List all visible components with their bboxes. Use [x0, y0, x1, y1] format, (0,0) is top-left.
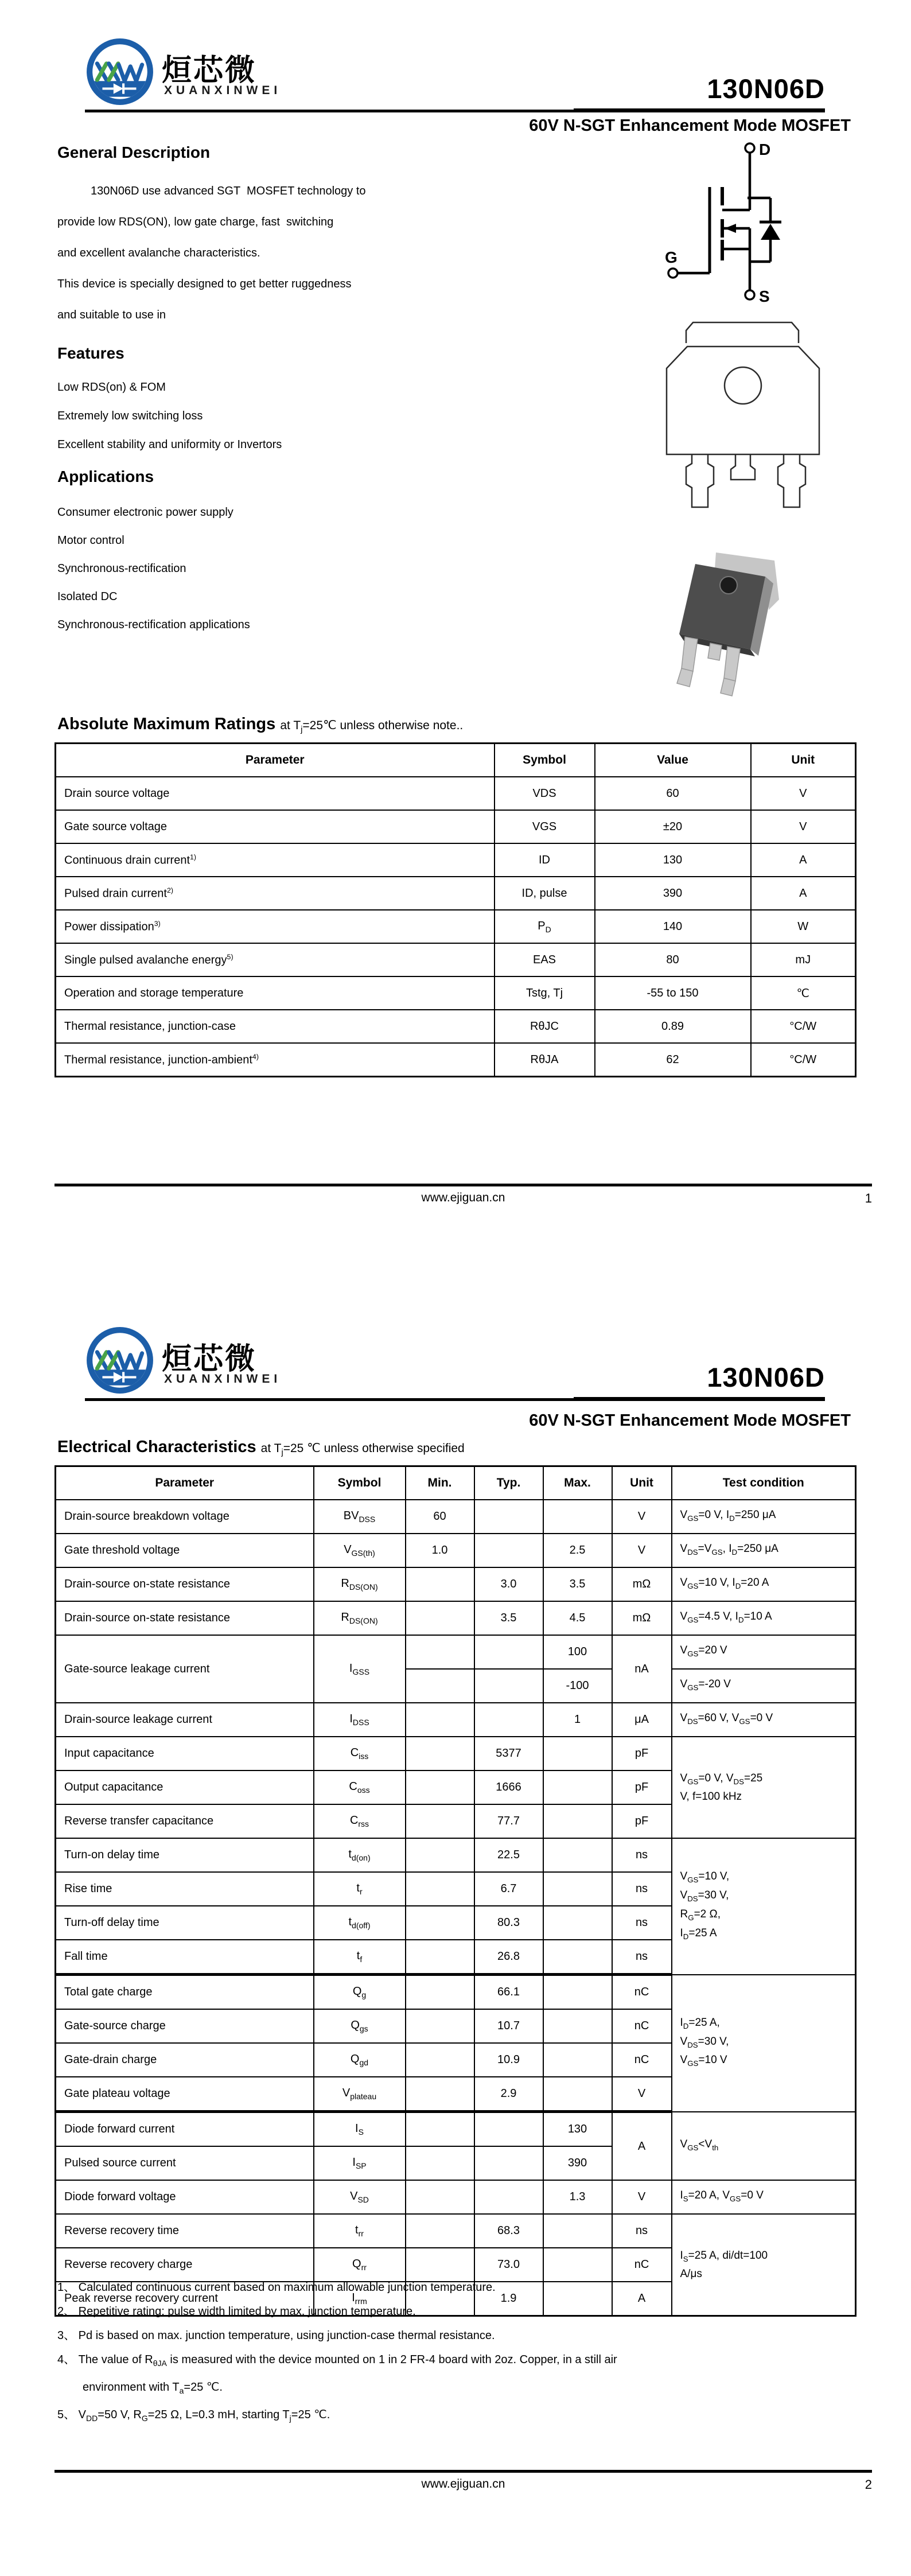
ec-cell-parameter: Reverse recovery charge: [56, 2248, 314, 2282]
general-description-section: [57, 143, 459, 330]
ec-cell-max: 390: [543, 2146, 612, 2180]
ec-cell-min: [406, 2214, 474, 2248]
ec-col-test-condition: Test condition: [672, 1466, 856, 1500]
ec-cell-min: [406, 1804, 474, 1838]
ec-cell-max: [543, 1737, 612, 1770]
ec-cell-condition: $V_{GS}=0$ V, $I_D=250$ μA: [672, 1500, 856, 1534]
ec-cell-typ: [474, 2112, 543, 2147]
section-heading-general-description: General Description: [57, 143, 211, 161]
amr-col-symbol: Symbol: [495, 744, 595, 777]
footer-website: www.ejiguan.cn: [421, 2477, 505, 2491]
section-heading-absolute-maximum-ratings: Absolute Maximum Ratings at $T_j=25℃$ unless otherwise note..: [57, 715, 464, 735]
ec-cell-typ: [474, 2146, 543, 2180]
amr-cell-unit: A: [751, 877, 856, 910]
company-name-latin: XUANXINWEI: [164, 1372, 282, 1386]
ec-cell-symbol: $R_{DS(ON)}$: [314, 1601, 406, 1635]
ec-cell-parameter: Drain-source leakage current: [56, 1703, 314, 1737]
amr-cell-symbol: $P_D$: [495, 910, 595, 943]
feature-item: Extremely low switching loss: [57, 410, 203, 422]
ec-cell-typ: 1.9: [474, 2282, 543, 2316]
ec-cell-max: 100: [543, 1635, 612, 1669]
feature-item: Low RDS(on) & FOM: [57, 381, 166, 394]
ec-cell-condition: $V_{GS}=20$ V: [672, 1635, 856, 1669]
amr-cell-symbol: Tstg, Tj: [495, 976, 595, 1010]
ec-cell-unit: ns: [612, 1940, 672, 1975]
table-row: [56, 1635, 856, 1669]
ec-cell-parameter: Gate-drain charge: [56, 2043, 314, 2077]
amr-cell-parameter: Thermal resistance, junction-case: [56, 1010, 495, 1043]
ec-cell-min: [406, 2043, 474, 2077]
ec-cell-symbol: $V_{SD}$: [314, 2180, 406, 2214]
ec-cell-parameter: Peak reverse recovery current: [56, 2282, 314, 2316]
header-rule: [85, 1398, 825, 1401]
ec-cell-min: 1.0: [406, 1534, 474, 1567]
ec-cell-parameter: Output capacitance: [56, 1770, 314, 1804]
ec-cell-parameter: Turn-off delay time: [56, 1906, 314, 1940]
ec-cell-unit: μA: [612, 1703, 672, 1737]
amr-cell-value: 140: [595, 910, 751, 943]
ec-cell-unit: ns: [612, 1838, 672, 1872]
ec-cell-condition: $I_S=25$ A, di/dt=100 A/μs: [672, 2214, 856, 2316]
ec-cell-typ: 77.7: [474, 1804, 543, 1838]
ec-cell-typ: 10.9: [474, 2043, 543, 2077]
ec-cell-symbol: $I_{rrm}$: [314, 2282, 406, 2316]
ec-cell-min: [406, 1906, 474, 1940]
ec-cell-symbol: $t_{d(off)}$: [314, 1906, 406, 1940]
ec-cell-typ: 66.1: [474, 1975, 543, 2010]
ec-cell-condition: $V_{DS}=60$ V, $V_{GS}=0$ V: [672, 1703, 856, 1737]
ec-cell-typ: 26.8: [474, 1940, 543, 1975]
header-rule: [85, 110, 825, 112]
ec-cell-typ: 3.0: [474, 1567, 543, 1601]
description-line: and suitable to use in: [57, 309, 166, 321]
ec-table: [54, 1465, 857, 2317]
ec-cell-unit: V: [612, 1534, 672, 1567]
ec-cell-unit: ns: [612, 1906, 672, 1940]
ec-cell-symbol: $V_{plateau}$: [314, 2077, 406, 2112]
ec-cell-typ: 2.9: [474, 2077, 543, 2112]
table-row: [56, 2112, 856, 2147]
ec-cell-min: [406, 2009, 474, 2043]
table-row: [56, 976, 856, 1010]
application-item: Motor control: [57, 534, 124, 547]
amr-cell-parameter: Power dissipation$^{3)}$: [56, 910, 495, 943]
amr-cell-parameter: Pulsed drain current$^{2)}$: [56, 877, 495, 910]
ec-cell-parameter: Drain-source breakdown voltage: [56, 1500, 314, 1534]
ec-cell-symbol: $I_{SP}$: [314, 2146, 406, 2180]
ec-cell-unit: mΩ: [612, 1567, 672, 1601]
ec-cell-condition: $V_{GS}=10$ V, $V_{DS}=30$ V, $R_G=2$ Ω, $I_D=25$ A: [672, 1838, 856, 1975]
applications-section: [57, 468, 459, 639]
ec-cell-min: [406, 2146, 474, 2180]
ec-cell-max: 1: [543, 1703, 612, 1737]
ec-cell-typ: 73.0: [474, 2248, 543, 2282]
amr-cell-parameter: Drain source voltage: [56, 777, 495, 810]
table-row: [56, 1975, 856, 2010]
ec-cell-typ: [474, 1534, 543, 1567]
datasheet-subtitle: 60V N-SGT Enhancement Mode MOSFET: [529, 116, 851, 135]
package-mounting-hole: [720, 577, 737, 594]
ec-cell-parameter: Diode forward voltage: [56, 2180, 314, 2214]
company-name-latin: XUANXINWEI: [164, 84, 282, 97]
ec-cell-max: 3.5: [543, 1567, 612, 1601]
amr-table: [54, 742, 857, 1077]
ec-cell-unit: nC: [612, 2009, 672, 2043]
ec-cell-min: [406, 1940, 474, 1975]
page-footer-rule: [54, 1184, 872, 1186]
table-row: [56, 843, 856, 877]
amr-cell-symbol: ID: [495, 843, 595, 877]
ec-cell-max: [543, 1838, 612, 1872]
table-row: [56, 1601, 856, 1635]
ec-cell-max: [543, 2043, 612, 2077]
ec-cell-parameter: Drain-source on-state resistance: [56, 1567, 314, 1601]
package-photo: [660, 531, 855, 717]
ec-cell-unit: pF: [612, 1737, 672, 1770]
ec-cell-symbol: $I_{GSS}$: [314, 1635, 406, 1703]
ec-col-min: Min.: [406, 1466, 474, 1500]
ec-cell-unit: nC: [612, 2043, 672, 2077]
company-name-chinese: 烜芯微: [162, 54, 257, 87]
ec-cell-typ: 68.3: [474, 2214, 543, 2248]
table-row: [56, 2214, 856, 2248]
ec-cell-parameter: Fall time: [56, 1940, 314, 1975]
amr-cell-value: -55 to 150: [595, 976, 751, 1010]
ec-cell-max: 4.5: [543, 1601, 612, 1635]
ec-cell-typ: 3.5: [474, 1601, 543, 1635]
amr-cell-parameter: Single pulsed avalanche energy$^{5)}$: [56, 943, 495, 976]
ec-cell-max: [543, 2009, 612, 2043]
ec-cell-parameter: Diode forward current: [56, 2112, 314, 2147]
ec-cell-min: [406, 1770, 474, 1804]
section-heading-features: Features: [57, 344, 124, 362]
ec-cell-symbol: $BV_{DSS}$: [314, 1500, 406, 1534]
amr-cell-unit: V: [751, 810, 856, 843]
ec-cell-symbol: $C_{oss}$: [314, 1770, 406, 1804]
package-body: [679, 564, 765, 649]
notes: [57, 2275, 861, 2430]
ec-cell-parameter: Gate-source charge: [56, 2009, 314, 2043]
ec-cell-max: [543, 1770, 612, 1804]
note-item: 4、 The value of $R_{\theta JA}$ is measured with the device mounted on 1 in 2 FR-4 board with 2oz. Copper, in a still air: [57, 2353, 617, 2368]
ec-cell-condition: $V_{GS}<V_{th}$: [672, 2112, 856, 2181]
ec-cell-min: [406, 1601, 474, 1635]
amr-cell-symbol: VGS: [495, 810, 595, 843]
table-row: [56, 910, 856, 943]
table-row: [56, 2180, 856, 2214]
ec-cell-max: [543, 1872, 612, 1906]
application-item: Synchronous-rectification applications: [57, 618, 250, 631]
ec-cell-typ: 22.5: [474, 1838, 543, 1872]
amr-cell-symbol: VDS: [495, 777, 595, 810]
ec-cell-parameter: Pulsed source current: [56, 2146, 314, 2180]
ec-cell-condition: $I_D=25$ A, $V_{DS}=30$ V, $V_{GS}=10$ V: [672, 1975, 856, 2112]
amr-cell-value: 60: [595, 777, 751, 810]
ec-cell-unit: mΩ: [612, 1601, 672, 1635]
ec-cell-symbol: $C_{rss}$: [314, 1804, 406, 1838]
amr-cell-value: 130: [595, 843, 751, 877]
ec-cell-max: [543, 2077, 612, 2112]
ec-cell-typ: 5377: [474, 1737, 543, 1770]
page-footer-rule: [54, 2470, 872, 2473]
ec-cell-min: [406, 1669, 474, 1703]
ec-cell-unit: A: [612, 2112, 672, 2181]
ec-cell-max: [543, 1940, 612, 1975]
ec-cell-unit: V: [612, 2077, 672, 2112]
ec-cell-symbol: $Q_{gd}$: [314, 2043, 406, 2077]
ec-cell-condition: $V_{DS}=V_{GS}$, $I_D=250$ μA: [672, 1534, 856, 1567]
logo-monogram-xxw: [97, 64, 142, 81]
amr-cell-value: 0.89: [595, 1010, 751, 1043]
application-item: Isolated DC: [57, 590, 118, 603]
ec-col-parameter: Parameter: [56, 1466, 314, 1500]
table-row: [56, 777, 856, 810]
amr-cell-unit: W: [751, 910, 856, 943]
ec-cell-unit: pF: [612, 1770, 672, 1804]
amr-cell-unit: °C/W: [751, 1010, 856, 1043]
ec-cell-max: 1.3: [543, 2180, 612, 2214]
ec-cell-min: [406, 1872, 474, 1906]
ec-cell-typ: [474, 1703, 543, 1737]
table-row: [56, 1567, 856, 1601]
amr-heading-condition: at $T_j=25℃$ unless otherwise note..: [280, 719, 464, 735]
ec-cell-unit: nA: [612, 1635, 672, 1703]
ec-cell-unit: nC: [612, 2248, 672, 2282]
note-item: 2、 Repetitive rating; pulse width limited by max. junction temperature.: [57, 2305, 416, 2318]
ec-cell-symbol: $I_{DSS}$: [314, 1703, 406, 1737]
amr-cell-symbol: EAS: [495, 943, 595, 976]
note-item: 3、 Pd is based on max. junction temperature, using junction-case thermal resistance.: [57, 2329, 495, 2342]
drain-terminal: [745, 143, 754, 153]
ec-cell-typ: [474, 1635, 543, 1669]
description-line: provide low RDS(ON), low gate charge, fast switching: [57, 216, 334, 228]
table-row: [56, 943, 856, 976]
ec-cell-unit: A: [612, 2282, 672, 2316]
ec-cell-symbol: $Q_{gs}$: [314, 2009, 406, 2043]
amr-cell-unit: V: [751, 777, 856, 810]
amr-cell-symbol: ID, pulse: [495, 877, 595, 910]
page-number: 1: [865, 1191, 872, 1205]
amr-col-parameter: Parameter: [56, 744, 495, 777]
ec-cell-symbol: $I_S$: [314, 2112, 406, 2147]
ec-cell-parameter: Drain-source on-state resistance: [56, 1601, 314, 1635]
section-heading-electrical-characteristics: Electrical Characteristics at $T_j=25$ ℃ unless otherwise specified: [57, 1438, 465, 1458]
table-row: [56, 1703, 856, 1737]
ec-cell-condition: $V_{GS}=10$ V, $I_D=20$ A: [672, 1567, 856, 1601]
description-line: and excellent avalanche characteristics.: [57, 247, 260, 259]
ec-cell-symbol: $Q_g$: [314, 1975, 406, 2010]
body-diode: [760, 222, 781, 240]
footer-website: www.ejiguan.cn: [421, 1191, 505, 1204]
ec-cell-typ: 10.7: [474, 2009, 543, 2043]
application-item: Synchronous-rectification: [57, 562, 186, 575]
amr-cell-value: 390: [595, 877, 751, 910]
ec-cell-symbol: $t_{d(on)}$: [314, 1838, 406, 1872]
page-number: 2: [865, 2477, 872, 2492]
ec-cell-condition: $I_S=20$ A, $V_{GS}=0$ V: [672, 2180, 856, 2214]
gate-terminal: [668, 269, 678, 278]
ec-col-symbol: Symbol: [314, 1466, 406, 1500]
table-row: [56, 1500, 856, 1534]
amr-cell-unit: °C/W: [751, 1043, 856, 1077]
ec-heading-condition: at $T_j=25$ ℃ unless otherwise specified: [260, 1442, 465, 1458]
application-item: Consumer electronic power supply: [57, 506, 233, 519]
terminal-label-source: S: [759, 287, 770, 305]
source-terminal: [745, 290, 754, 299]
ec-cell-symbol: $t_r$: [314, 1872, 406, 1906]
ec-cell-parameter: Rise time: [56, 1872, 314, 1906]
ec-cell-parameter: Total gate charge: [56, 1975, 314, 2010]
company-logo-icon: [85, 37, 155, 107]
ec-cell-min: [406, 2077, 474, 2112]
ec-cell-max: [543, 1906, 612, 1940]
ec-col-unit: Unit: [612, 1466, 672, 1500]
ec-cell-symbol: $V_{GS(th)}$: [314, 1534, 406, 1567]
ec-cell-typ: 6.7: [474, 1872, 543, 1906]
ec-cell-min: [406, 2180, 474, 2214]
ec-cell-symbol: $R_{DS(ON)}$: [314, 1567, 406, 1601]
ec-header-row: [56, 1466, 856, 1500]
ec-cell-min: [406, 1975, 474, 2010]
ec-cell-unit: ns: [612, 1872, 672, 1906]
ec-cell-parameter: Turn-on delay time: [56, 1838, 314, 1872]
table-row: [56, 810, 856, 843]
amr-cell-unit: ℃: [751, 976, 856, 1010]
table-row: [56, 1534, 856, 1567]
amr-cell-unit: mJ: [751, 943, 856, 976]
part-number-title: 130N06D: [574, 1363, 825, 1401]
part-number-title: 130N06D: [574, 74, 825, 112]
amr-col-unit: Unit: [751, 744, 856, 777]
ec-cell-typ: 1666: [474, 1770, 543, 1804]
terminal-label-gate: G: [665, 248, 678, 266]
amr-cell-symbol: RθJA: [495, 1043, 595, 1077]
ec-cell-symbol: $t_{rr}$: [314, 2214, 406, 2248]
amr-cell-symbol: RθJC: [495, 1010, 595, 1043]
ec-cell-min: [406, 1567, 474, 1601]
company-logo-icon: [85, 1325, 155, 1395]
ec-cell-max: 130: [543, 2112, 612, 2147]
table-row: [56, 1010, 856, 1043]
package-outline-drawing: [654, 317, 832, 515]
ec-cell-max: [543, 1804, 612, 1838]
section-heading-applications: Applications: [57, 468, 154, 485]
table-row: [56, 1838, 856, 1872]
ec-cell-max: 2.5: [543, 1534, 612, 1567]
ec-cell-parameter: Gate plateau voltage: [56, 2077, 314, 2112]
ec-cell-parameter: Gate-source leakage current: [56, 1635, 314, 1703]
amr-cell-value: 80: [595, 943, 751, 976]
ec-col-max: Max.: [543, 1466, 612, 1500]
ec-cell-unit: pF: [612, 1804, 672, 1838]
ec-cell-min: 60: [406, 1500, 474, 1534]
features-section: [57, 344, 459, 459]
ec-cell-max: [543, 1500, 612, 1534]
feature-item: Excellent stability and uniformity or Invertors: [57, 438, 282, 451]
ec-cell-typ: 80.3: [474, 1906, 543, 1940]
ec-cell-unit: V: [612, 2180, 672, 2214]
channel-arrow: [725, 224, 736, 233]
ec-cell-typ: [474, 1500, 543, 1534]
ec-cell-unit: ns: [612, 2214, 672, 2248]
amr-cell-parameter: Continuous drain current$^{1)}$: [56, 843, 495, 877]
description-line: 130N06D use advanced SGT MOSFET technology to: [91, 185, 366, 197]
datasheet-subtitle: 60V N-SGT Enhancement Mode MOSFET: [529, 1411, 851, 1430]
ec-cell-unit: nC: [612, 1975, 672, 2010]
company-name-chinese: 烜芯微: [162, 1343, 257, 1376]
ec-cell-min: [406, 1635, 474, 1669]
table-row: [56, 1043, 856, 1077]
ec-cell-parameter: Gate threshold voltage: [56, 1534, 314, 1567]
table-row: [56, 1737, 856, 1770]
ec-cell-typ: [474, 1669, 543, 1703]
note-item: 1、 Calculated continuous current based on maximum allowable junction temperature.: [57, 2281, 496, 2294]
amr-cell-parameter: Gate source voltage: [56, 810, 495, 843]
ec-cell-symbol: $t_f$: [314, 1940, 406, 1975]
amr-col-value: Value: [595, 744, 751, 777]
ec-cell-symbol: $Q_{rr}$: [314, 2248, 406, 2282]
ec-cell-max: [543, 1975, 612, 2010]
amr-cell-parameter: Thermal resistance, junction-ambient$^{4)}$: [56, 1043, 495, 1077]
ec-cell-min: [406, 2112, 474, 2147]
description-line: This device is specially designed to get better ruggedness: [57, 278, 352, 290]
amr-cell-unit: A: [751, 843, 856, 877]
table-row: [56, 877, 856, 910]
note-item: 5、 $V_{DD}=50$ V, $R_G=25$ Ω, L=0.3 mH, starting $T_j=25$ ℃.: [57, 2408, 330, 2423]
mosfet-symbol-diagram: [651, 138, 840, 330]
ec-cell-max: [543, 2214, 612, 2248]
amr-cell-value: 62: [595, 1043, 751, 1077]
ec-cell-min: [406, 1703, 474, 1737]
note-item-continuation: environment with $T_a=25$ ℃.: [83, 2381, 223, 2395]
ec-cell-typ: [474, 2180, 543, 2214]
ec-cell-condition: $V_{GS}=4.5$ V, $I_D=10$ A: [672, 1601, 856, 1635]
ec-cell-parameter: Reverse recovery time: [56, 2214, 314, 2248]
ec-cell-condition: $V_{GS}=-20$ V: [672, 1669, 856, 1703]
terminal-label-drain: D: [759, 141, 771, 158]
ec-cell-symbol: $C_{iss}$: [314, 1737, 406, 1770]
ec-cell-parameter: Reverse transfer capacitance: [56, 1804, 314, 1838]
ec-cell-parameter: Input capacitance: [56, 1737, 314, 1770]
ec-cell-max: -100: [543, 1669, 612, 1703]
ec-col-typ: Typ.: [474, 1466, 543, 1500]
ec-cell-condition: $V_{GS}=0$ V, $V_{DS}=25$ V, f=100 kHz: [672, 1737, 856, 1838]
ec-cell-min: [406, 1838, 474, 1872]
amr-header-row: [56, 744, 856, 777]
amr-cell-parameter: Operation and storage temperature: [56, 976, 495, 1010]
ec-cell-min: [406, 1737, 474, 1770]
ec-cell-unit: V: [612, 1500, 672, 1534]
amr-cell-value: ±20: [595, 810, 751, 843]
